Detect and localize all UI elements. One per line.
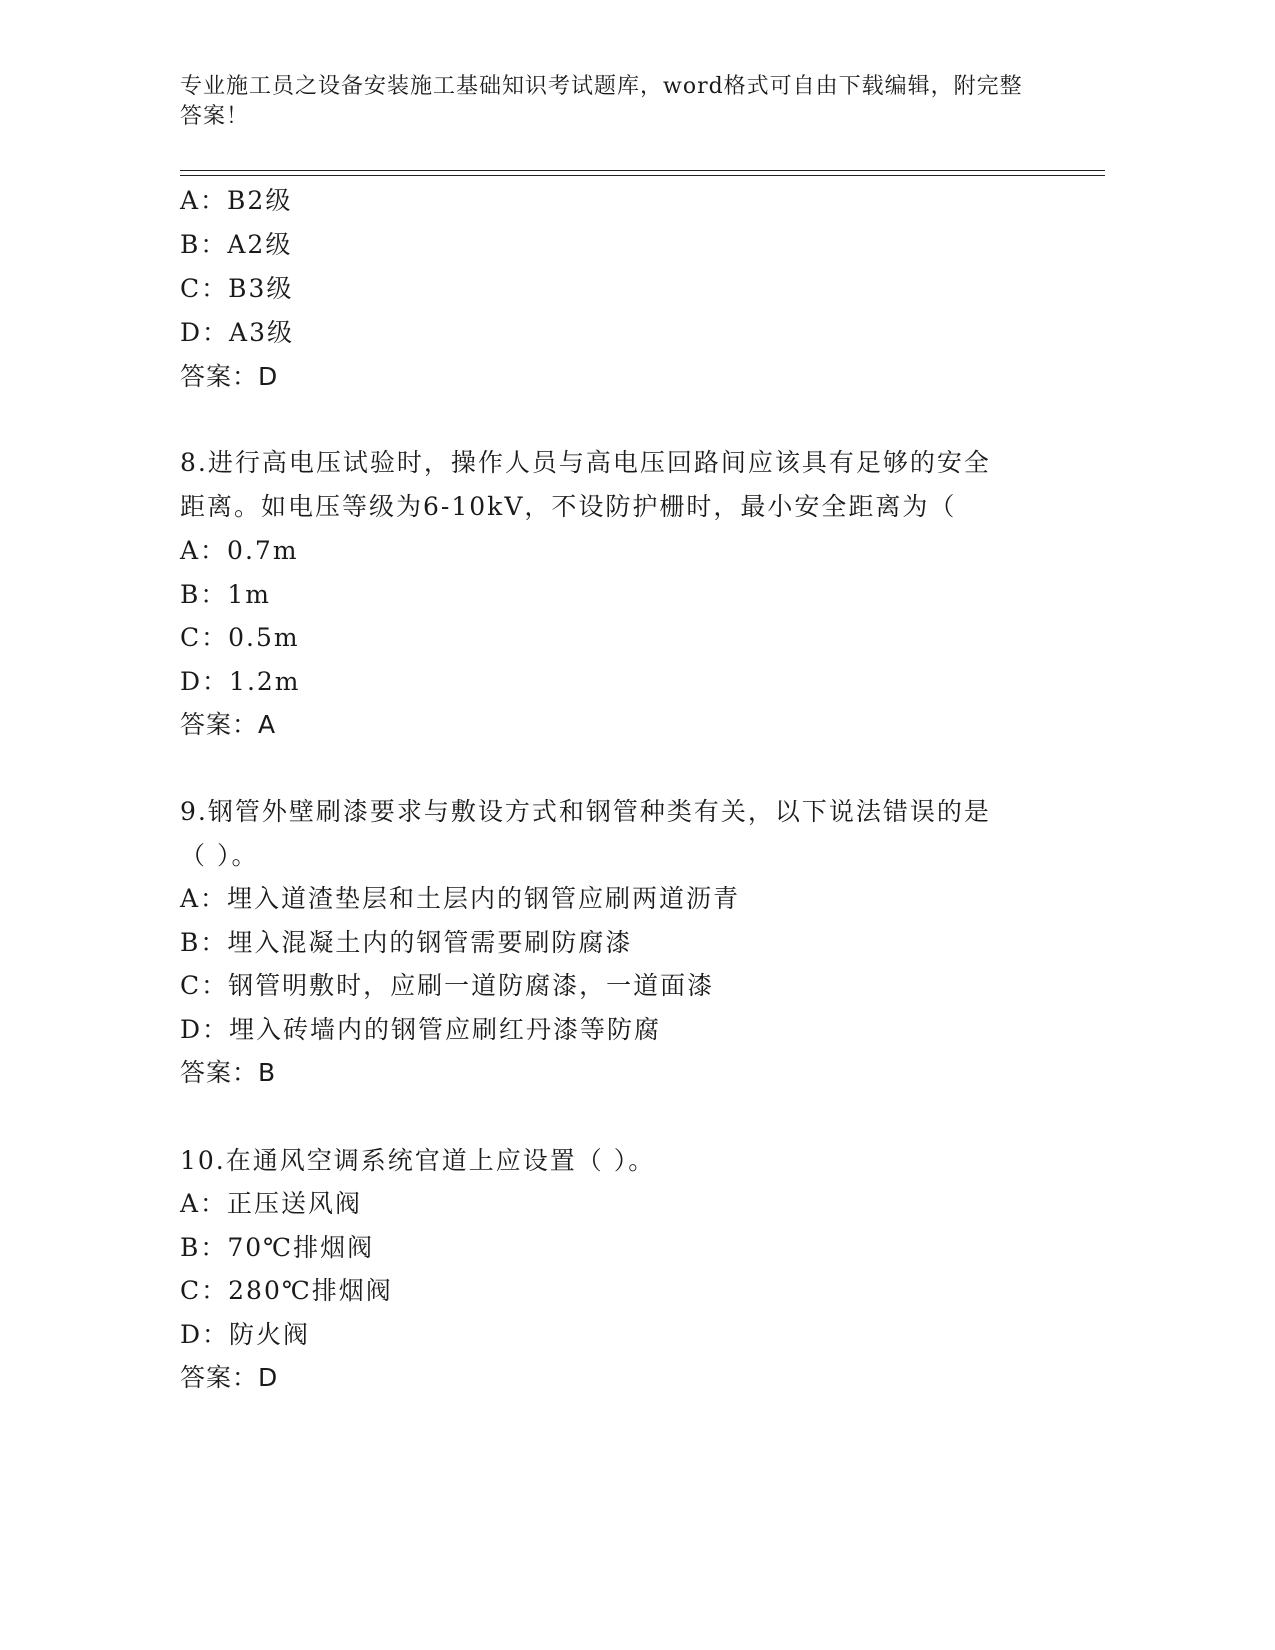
- q7-option-b: B：A2级: [180, 230, 293, 259]
- q7-option-c: C：B3级: [180, 274, 294, 303]
- q9-option-d: D：埋入砖墙内的钢管应刷红丹漆等防腐: [180, 1015, 662, 1044]
- q9-stem-line1: 9.钢管外壁刷漆要求与敷设方式和钢管种类有关，以下说法错误的是: [180, 797, 991, 826]
- q10-option-a: A：正压送风阀: [180, 1189, 363, 1218]
- q10-option-b: B：70℃排烟阀: [180, 1233, 375, 1262]
- q10-option-c: C：280℃排烟阀: [180, 1276, 393, 1305]
- q7-answer: 答案：D: [180, 362, 279, 391]
- q8-option-c: C：0.5m: [180, 623, 300, 652]
- q7-option-d: D：A3级: [180, 318, 295, 347]
- document-header: 专业施工员之设备安装施工基础知识考试题库，word格式可自由下载编辑，附完整答案！: [180, 74, 1023, 129]
- q8-option-a: A：0.7m: [180, 536, 299, 565]
- q10-answer: 答案：D: [180, 1363, 279, 1392]
- q10-option-d: D：防火阀: [180, 1320, 311, 1349]
- q9-answer: 答案：B: [180, 1058, 277, 1087]
- q8-option-b: B：1m: [180, 580, 271, 609]
- q8-stem-line1: 8.进行高电压试验时，操作人员与高电压回路间应该具有足够的安全: [180, 448, 991, 477]
- q10-stem-line1: 10.在通风空调系统官道上应设置（ ）。: [180, 1146, 656, 1175]
- q8-answer: 答案：A: [180, 710, 277, 739]
- q9-option-b: B：埋入混凝土内的钢管需要刷防腐漆: [180, 928, 633, 957]
- header-divider-top: [180, 170, 1105, 171]
- q9-option-a: A：埋入道渣垫层和土层内的钢管应刷两道沥青: [180, 884, 741, 913]
- q8-stem-line2: 距离。如电压等级为6-10kV，不设防护栅时，最小安全距离为（: [180, 492, 957, 521]
- q8-option-d: D：1.2m: [180, 667, 301, 696]
- q9-option-c: C：钢管明敷时，应刷一道防腐漆，一道面漆: [180, 971, 715, 1000]
- q7-option-a: A：B2级: [180, 186, 293, 215]
- q9-stem-line2: （ ）。: [180, 841, 259, 870]
- header-divider-bottom: [180, 175, 1105, 176]
